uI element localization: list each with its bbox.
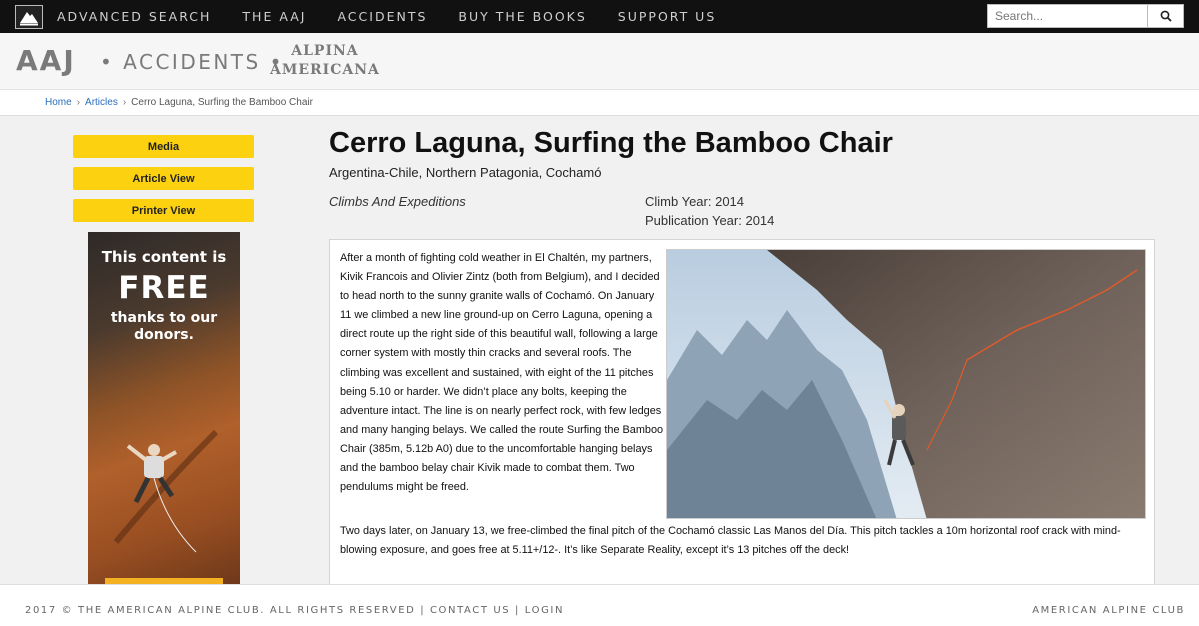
search-button[interactable] xyxy=(1148,4,1184,28)
nav-the-aaj[interactable]: THE AAJ xyxy=(242,9,307,24)
search-icon xyxy=(1160,10,1172,22)
breadcrumb-separator: › xyxy=(76,97,81,108)
ad-line-3 xyxy=(88,310,240,344)
article-view-button[interactable]: Article View xyxy=(73,167,254,190)
brand-alpina-line1: ALPINA xyxy=(291,43,359,59)
ad-line-3b: donors. xyxy=(134,327,194,343)
ad-line-1: This content is xyxy=(101,248,227,266)
nav-accidents[interactable]: ACCIDENTS xyxy=(337,9,428,24)
search-input[interactable] xyxy=(987,4,1148,28)
article-paragraph-1: After a month of fighting cold weather in El Chaltén, my partners, Kivik Francois and Olivier Zintz (both from Belgium), and I decided to head north to the sunny granite walls of Cochamó. On January 11 we climbed a new line ground-up on Cerro Laguna, opening a direct route up the right side of this beautiful wall, following a large corner system with mostly thin cracks and several roofs. The climbing was excellent and sustained, with eight of the 11 pitches being 5.10 or harder. We didn’t place any bolts, keeping the adventure intact. The line is on nearly perfect rock, with few ledges and many hanging belays. We called the route Surfing the Bamboo Chair (385m, 5.12b A0) due to the uncomfortable hanging belays and the bamboo belay chair Kivik made to combat them. Two pendulums might be freed. xyxy=(340,252,664,494)
printer-view-button[interactable]: Printer View xyxy=(73,199,254,222)
nav-support-us[interactable]: SUPPORT US xyxy=(617,9,717,24)
brand-accidents-link[interactable]: • ACCIDENTS • xyxy=(100,50,284,74)
donor-ad-banner[interactable] xyxy=(88,232,240,586)
breadcrumb-articles[interactable]: Articles xyxy=(85,97,118,108)
article-body xyxy=(329,239,1155,599)
footer-left xyxy=(25,605,564,616)
climber-roof-photo xyxy=(667,250,1146,519)
brand-alpina-line2: AMERICANA xyxy=(270,62,380,78)
media-button[interactable]: Media xyxy=(73,135,254,158)
footer-copyright: 2017 © THE AMERICAN ALPINE CLUB. ALL RIGHTS RESERVED xyxy=(25,605,416,616)
brand-bar xyxy=(0,33,1199,89)
aac-logo[interactable] xyxy=(15,5,43,29)
article-photo[interactable] xyxy=(666,249,1146,519)
footer-contact-link[interactable]: CONTACT US xyxy=(429,605,511,616)
footer-login-link[interactable]: LOGIN xyxy=(524,605,565,616)
footer-separator: | xyxy=(420,605,426,616)
breadcrumb-current: Cerro Laguna, Surfing the Bamboo Chair xyxy=(131,97,313,108)
article-category: Climbs And Expeditions xyxy=(329,194,466,209)
ad-line-3a: thanks to our xyxy=(110,310,218,326)
breadcrumb xyxy=(0,89,1199,116)
nav-buy-the-books[interactable]: BUY THE BOOKS xyxy=(458,9,587,24)
climber-photo xyxy=(106,422,226,562)
search-bar xyxy=(987,4,1184,28)
breadcrumb-home[interactable]: Home xyxy=(45,97,72,108)
climb-year: Climb Year: 2014 xyxy=(645,194,745,209)
breadcrumb-separator: › xyxy=(122,97,127,108)
top-nav xyxy=(0,0,1199,33)
nav-advanced-search[interactable]: ADVANCED SEARCH xyxy=(57,9,212,24)
article-paragraph-2: Two days later, on January 13, we free-climbed the final pitch of the Cochamó classic Las Manos del Día. This pitch tackles a 10m horizontal roof crack with mind-blowing exposure, and goes free at 5.11+/12-. It’s like Separate Reality, except it’s 13 pitches off the deck! xyxy=(340,525,1121,557)
publication-year: Publication Year: 2014 xyxy=(645,213,775,228)
brand-alpina-americana-link[interactable] xyxy=(270,42,380,80)
footer xyxy=(0,584,1199,626)
brand-aaj-link[interactable]: AAJ xyxy=(16,44,76,77)
article-title: Cerro Laguna, Surfing the Bamboo Chair xyxy=(329,127,893,159)
ad-free-text: FREE xyxy=(118,270,210,306)
footer-club-name[interactable]: AMERICAN ALPINE CLUB xyxy=(1032,605,1185,616)
footer-separator: | xyxy=(515,605,521,616)
mountain-icon xyxy=(19,8,39,26)
article-location: Argentina-Chile, Northern Patagonia, Cochamó xyxy=(329,165,602,180)
